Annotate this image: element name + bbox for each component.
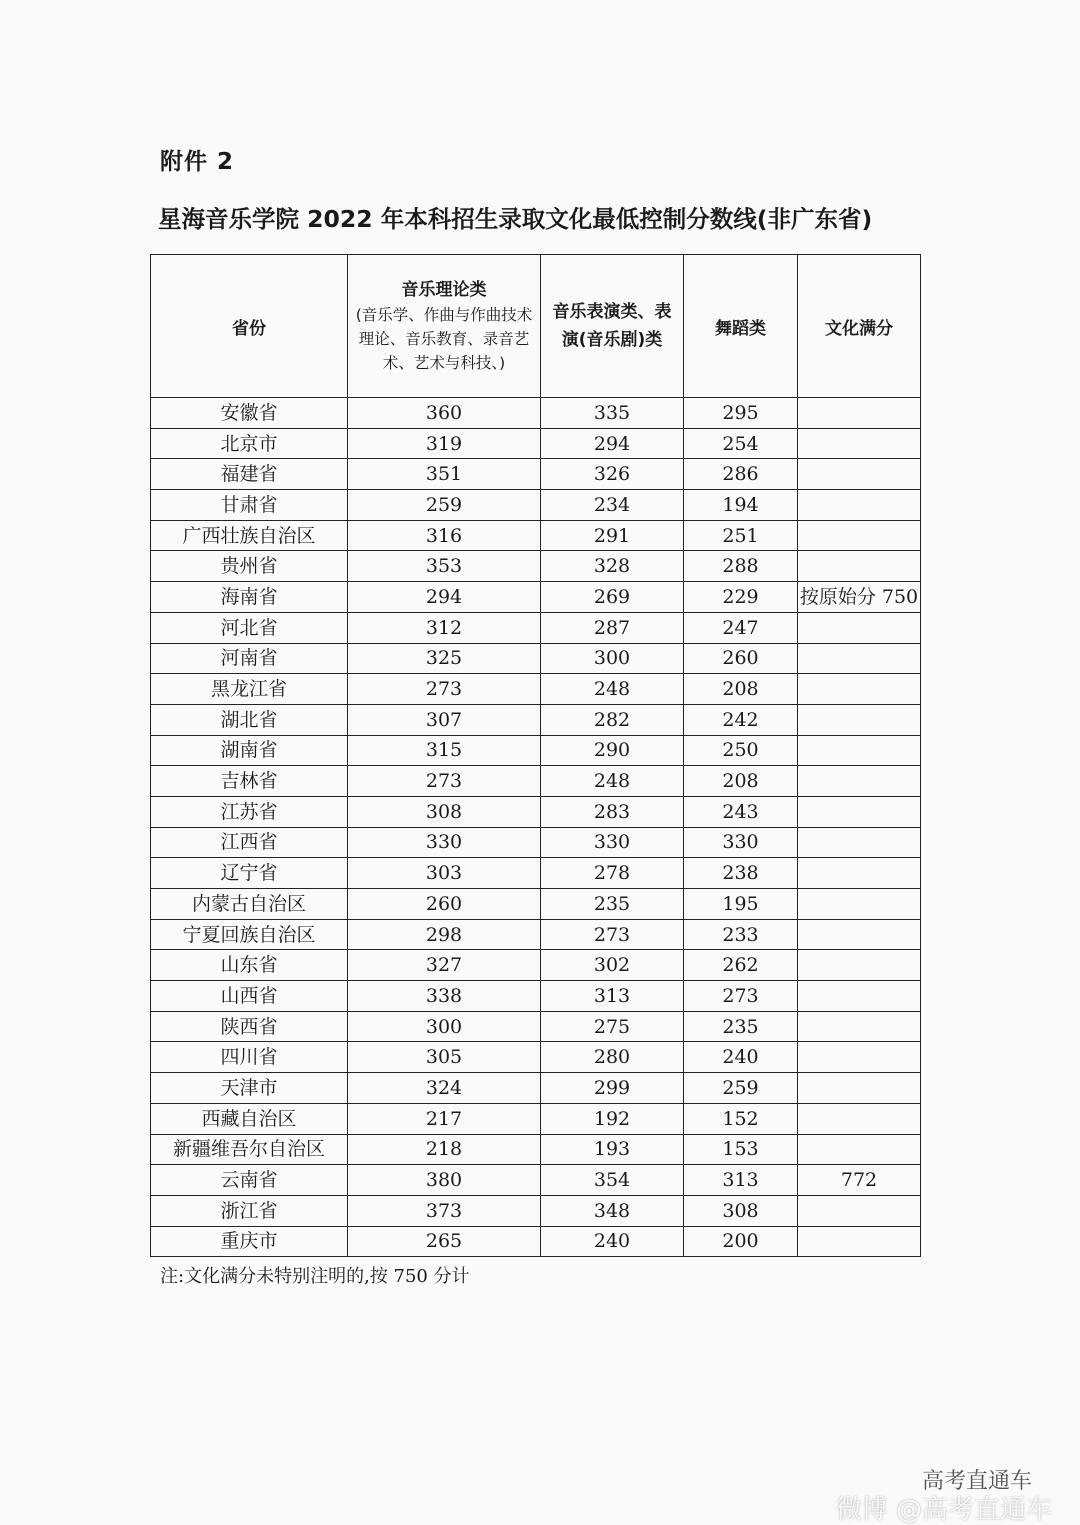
cell-dance-score: 229	[684, 582, 798, 613]
table-row	[151, 735, 921, 766]
cell-performance-score: 302	[541, 950, 684, 981]
table-row	[151, 459, 921, 490]
cell-full-score	[798, 551, 921, 582]
cell-full-score	[798, 490, 921, 521]
table-row	[151, 766, 921, 797]
cell-dance-score: 233	[684, 919, 798, 950]
cell-province: 湖南省	[151, 735, 348, 766]
cell-province: 新疆维吾尔自治区	[151, 1134, 348, 1165]
table-row	[151, 643, 921, 674]
cell-performance-score: 275	[541, 1011, 684, 1042]
table-row	[151, 1226, 921, 1257]
table-row	[151, 919, 921, 950]
cell-full-score	[798, 643, 921, 674]
table-row	[151, 1042, 921, 1073]
cell-dance-score: 259	[684, 1073, 798, 1104]
cell-performance-score: 235	[541, 889, 684, 920]
cell-full-score	[798, 520, 921, 551]
cell-theory-score: 338	[348, 981, 541, 1012]
cell-province: 湖北省	[151, 704, 348, 735]
cell-province: 甘肃省	[151, 490, 348, 521]
cell-theory-score: 312	[348, 612, 541, 643]
table-row	[151, 1011, 921, 1042]
cell-performance-score: 193	[541, 1134, 684, 1165]
attachment-label: 附件 2	[160, 149, 235, 175]
cell-full-score: 772	[798, 1165, 921, 1196]
cell-theory-score: 273	[348, 766, 541, 797]
cell-province: 江苏省	[151, 796, 348, 827]
table-row	[151, 582, 921, 613]
table-row	[151, 704, 921, 735]
cell-theory-score: 330	[348, 827, 541, 858]
cell-dance-score: 254	[684, 428, 798, 459]
cell-performance-score: 354	[541, 1165, 684, 1196]
cell-full-score	[798, 735, 921, 766]
cell-province: 广西壮族自治区	[151, 520, 348, 551]
watermark-line2: 微博 @高考直通车	[835, 1495, 1052, 1525]
cell-province: 贵州省	[151, 551, 348, 582]
cell-performance-score: 328	[541, 551, 684, 582]
cell-province: 河南省	[151, 643, 348, 674]
table-row	[151, 858, 921, 889]
cell-province: 内蒙古自治区	[151, 889, 348, 920]
cell-theory-score: 325	[348, 643, 541, 674]
cell-province: 四川省	[151, 1042, 348, 1073]
cell-full-score	[798, 1195, 921, 1226]
table-row	[151, 520, 921, 551]
header-province: 省份	[151, 255, 348, 398]
cell-theory-score: 218	[348, 1134, 541, 1165]
cell-dance-score: 273	[684, 981, 798, 1012]
cell-full-score	[798, 858, 921, 889]
table-row	[151, 1165, 921, 1196]
cell-province: 云南省	[151, 1165, 348, 1196]
cell-theory-score: 351	[348, 459, 541, 490]
cell-dance-score: 240	[684, 1042, 798, 1073]
cell-full-score	[798, 1011, 921, 1042]
cell-full-score	[798, 981, 921, 1012]
table-row	[151, 1195, 921, 1226]
header-theory-subtitle: (音乐学、作曲与作曲技术理论、音乐教育、录音艺术、艺术与科技、)	[355, 306, 533, 372]
cell-dance-score: 247	[684, 612, 798, 643]
cell-full-score	[798, 459, 921, 490]
cell-theory-score: 324	[348, 1073, 541, 1104]
cell-full-score	[798, 674, 921, 705]
table-row	[151, 1103, 921, 1134]
cell-full-score	[798, 398, 921, 429]
cell-theory-score: 308	[348, 796, 541, 827]
cell-performance-score: 290	[541, 735, 684, 766]
header-theory-title: 音乐理论类	[401, 280, 487, 300]
cell-full-score	[798, 950, 921, 981]
score-table-body	[151, 398, 921, 1257]
cell-theory-score: 217	[348, 1103, 541, 1134]
table-row	[151, 428, 921, 459]
cell-province: 山东省	[151, 950, 348, 981]
header-dance: 舞蹈类	[684, 255, 798, 398]
cell-dance-score: 295	[684, 398, 798, 429]
table-row	[151, 1073, 921, 1104]
table-row	[151, 1134, 921, 1165]
cell-province: 浙江省	[151, 1195, 348, 1226]
cell-theory-score: 380	[348, 1165, 541, 1196]
header-theory	[348, 255, 541, 398]
cell-theory-score: 307	[348, 704, 541, 735]
cell-performance-score: 269	[541, 582, 684, 613]
cell-performance-score: 300	[541, 643, 684, 674]
table-row	[151, 551, 921, 582]
cell-province: 陕西省	[151, 1011, 348, 1042]
cell-dance-score: 251	[684, 520, 798, 551]
cell-theory-score: 294	[348, 582, 541, 613]
table-row	[151, 490, 921, 521]
cell-dance-score: 260	[684, 643, 798, 674]
cell-full-score	[798, 766, 921, 797]
cell-performance-score: 248	[541, 766, 684, 797]
header-performance-label: 音乐表演类、表演(音乐剧)类	[552, 302, 672, 350]
cell-theory-score: 260	[348, 889, 541, 920]
cell-full-score	[798, 1103, 921, 1134]
cell-performance-score: 192	[541, 1103, 684, 1134]
cell-performance-score: 282	[541, 704, 684, 735]
cell-province: 重庆市	[151, 1226, 348, 1257]
cell-performance-score: 330	[541, 827, 684, 858]
cell-dance-score: 250	[684, 735, 798, 766]
cell-performance-score: 234	[541, 490, 684, 521]
watermark-line1: 高考直通车	[921, 1469, 1032, 1494]
cell-dance-score: 243	[684, 796, 798, 827]
cell-dance-score: 242	[684, 704, 798, 735]
cell-dance-score: 208	[684, 766, 798, 797]
cell-dance-score: 208	[684, 674, 798, 705]
cell-theory-score: 373	[348, 1195, 541, 1226]
cell-theory-score: 273	[348, 674, 541, 705]
cell-performance-score: 273	[541, 919, 684, 950]
cell-dance-score: 194	[684, 490, 798, 521]
cell-province: 福建省	[151, 459, 348, 490]
cell-dance-score: 153	[684, 1134, 798, 1165]
cell-performance-score: 248	[541, 674, 684, 705]
cell-full-score	[798, 796, 921, 827]
cell-theory-score: 360	[348, 398, 541, 429]
cell-full-score	[798, 704, 921, 735]
cell-dance-score: 286	[684, 459, 798, 490]
cell-full-score	[798, 1042, 921, 1073]
footnote: 注:文化满分未特别注明的,按 750 分计	[160, 1266, 470, 1287]
cell-full-score	[798, 919, 921, 950]
cell-dance-score: 262	[684, 950, 798, 981]
cell-province: 安徽省	[151, 398, 348, 429]
cell-theory-score: 315	[348, 735, 541, 766]
cell-province: 天津市	[151, 1073, 348, 1104]
cell-performance-score: 283	[541, 796, 684, 827]
cell-dance-score: 238	[684, 858, 798, 889]
cell-theory-score: 353	[348, 551, 541, 582]
cell-theory-score: 319	[348, 428, 541, 459]
cell-dance-score: 308	[684, 1195, 798, 1226]
header-performance	[541, 255, 684, 398]
cell-performance-score: 299	[541, 1073, 684, 1104]
cell-dance-score: 200	[684, 1226, 798, 1257]
watermark	[836, 1468, 1052, 1524]
cell-performance-score: 335	[541, 398, 684, 429]
cell-theory-score: 303	[348, 858, 541, 889]
cell-province: 江西省	[151, 827, 348, 858]
cell-province: 海南省	[151, 582, 348, 613]
cell-dance-score: 195	[684, 889, 798, 920]
cell-dance-score: 313	[684, 1165, 798, 1196]
table-row	[151, 398, 921, 429]
cell-province: 西藏自治区	[151, 1103, 348, 1134]
cell-performance-score: 326	[541, 459, 684, 490]
table-row	[151, 612, 921, 643]
cell-performance-score: 291	[541, 520, 684, 551]
cell-full-score	[798, 1073, 921, 1104]
cell-full-score	[798, 827, 921, 858]
cell-full-score	[798, 612, 921, 643]
cell-full-score	[798, 1134, 921, 1165]
cell-province: 北京市	[151, 428, 348, 459]
table-row	[151, 796, 921, 827]
cell-province: 吉林省	[151, 766, 348, 797]
cell-full-score: 按原始分 750	[798, 582, 921, 613]
cell-dance-score: 330	[684, 827, 798, 858]
header-row	[151, 255, 921, 398]
cell-province: 宁夏回族自治区	[151, 919, 348, 950]
cell-performance-score: 278	[541, 858, 684, 889]
table-row	[151, 981, 921, 1012]
cell-performance-score: 240	[541, 1226, 684, 1257]
document-title: 星海音乐学院 2022 年本科招生录取文化最低控制分数线(非广东省)	[158, 205, 873, 233]
cell-theory-score: 300	[348, 1011, 541, 1042]
cell-performance-score: 348	[541, 1195, 684, 1226]
cell-performance-score: 280	[541, 1042, 684, 1073]
cell-theory-score: 316	[348, 520, 541, 551]
cell-province: 黑龙江省	[151, 674, 348, 705]
cell-dance-score: 152	[684, 1103, 798, 1134]
cell-theory-score: 327	[348, 950, 541, 981]
cell-full-score	[798, 889, 921, 920]
table-row	[151, 674, 921, 705]
cell-full-score	[798, 428, 921, 459]
header-full-score: 文化满分	[798, 255, 921, 398]
cell-theory-score: 298	[348, 919, 541, 950]
cell-theory-score: 305	[348, 1042, 541, 1073]
table-row	[151, 950, 921, 981]
cell-full-score	[798, 1226, 921, 1257]
cell-performance-score: 287	[541, 612, 684, 643]
table-row	[151, 827, 921, 858]
cell-province: 河北省	[151, 612, 348, 643]
cell-province: 山西省	[151, 981, 348, 1012]
table-row	[151, 889, 921, 920]
cell-theory-score: 265	[348, 1226, 541, 1257]
cell-performance-score: 294	[541, 428, 684, 459]
cell-dance-score: 288	[684, 551, 798, 582]
cell-province: 辽宁省	[151, 858, 348, 889]
cell-dance-score: 235	[684, 1011, 798, 1042]
cell-theory-score: 259	[348, 490, 541, 521]
cell-performance-score: 313	[541, 981, 684, 1012]
score-table	[150, 254, 921, 1257]
